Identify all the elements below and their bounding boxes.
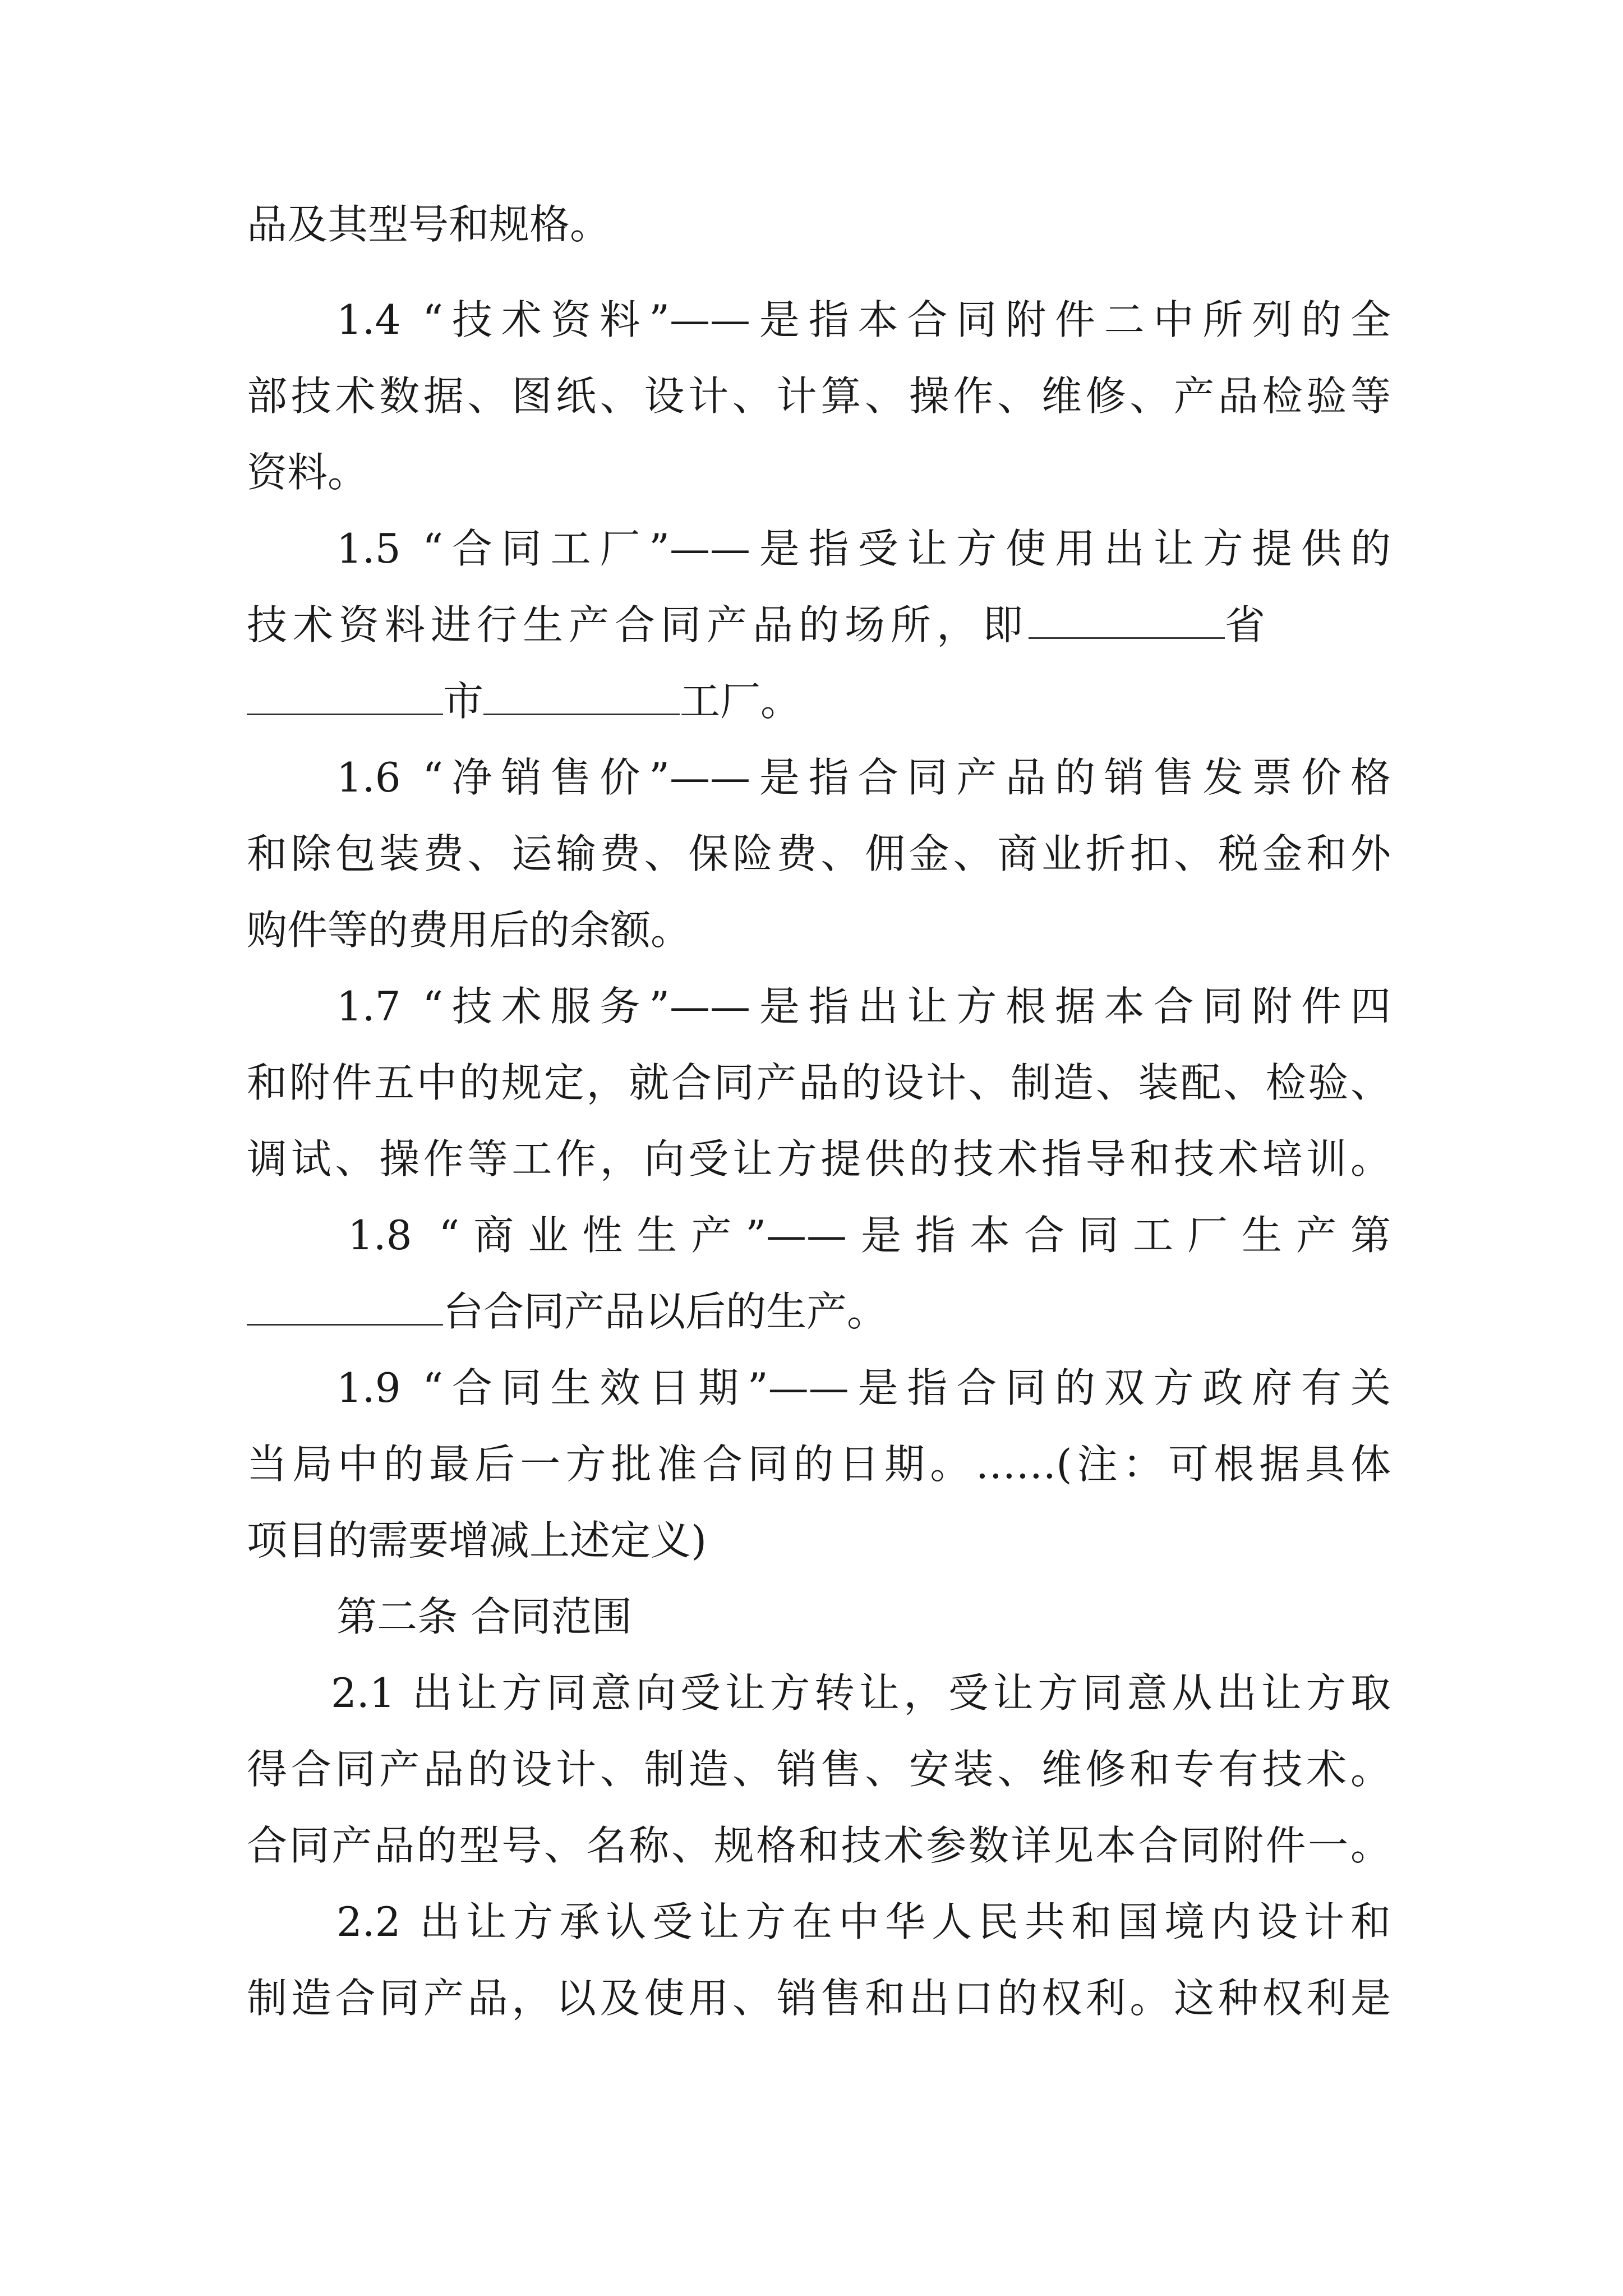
text-line: 资料。 <box>247 449 368 496</box>
fill-in-blank[interactable] <box>247 1322 443 1326</box>
text-line: 1.4 “技术资料”——是指本合同附件二中所列的全 <box>336 296 1391 343</box>
text-line-with-blank <box>247 1283 1391 1340</box>
text-line: 1.9 “合同生效日期”——是指合同的双方政府有关 <box>336 1364 1391 1411</box>
text-segment: 工厂。 <box>680 678 801 725</box>
fill-in-blank[interactable] <box>1029 635 1225 639</box>
text-line: 和附件五中的规定，就合同产品的设计、制造、装配、检验、 <box>247 1059 1391 1106</box>
fill-in-blank[interactable] <box>483 711 680 715</box>
text-line: 1.6 “净销售价”——是指合同产品的销售发票价格 <box>336 754 1391 801</box>
fill-in-blank[interactable] <box>247 711 443 715</box>
text-line: 1.8 “商业性生产”——是指本合同工厂生产第 <box>348 1212 1391 1259</box>
text-line: 制造合同产品，以及使用、销售和出口的权利。这种权利是 <box>247 1975 1391 2022</box>
text-line: 2.1 出让方同意向受让方转让，受让方同意从出让方取 <box>331 1669 1391 1717</box>
text-line: 调试、操作等工作，向受让方提供的技术指导和技术培训。 <box>247 1135 1391 1182</box>
text-line: 购件等的费用后的余额。 <box>247 907 691 954</box>
text-line: 品及其型号和规格。 <box>247 201 611 248</box>
text-line: 项目的需要增减上述定义) <box>247 1517 707 1564</box>
section-heading: 第二条 合同范围 <box>336 1593 632 1640</box>
text-line: 部技术数据、图纸、设计、计算、操作、维修、产品检验等 <box>247 372 1391 420</box>
text-line: 得合同产品的设计、制造、销售、安装、维修和专有技术。 <box>247 1746 1391 1793</box>
text-segment: 省 <box>1225 601 1266 648</box>
text-segment: 台合同产品以后的生产。 <box>443 1288 888 1335</box>
text-segment: 市 <box>443 678 484 725</box>
text-segment: 技术资料进行生产合同产品的场所，即 <box>247 601 1029 648</box>
text-line: 合同产品的型号、名称、规格和技术参数详见本合同附件一。 <box>247 1822 1391 1869</box>
text-line: 1.5 “合同工厂”——是指受让方使用出让方提供的 <box>336 525 1391 572</box>
text-line: 和除包装费、运输费、保险费、佣金、商业折扣、税金和外 <box>247 830 1391 877</box>
text-line: 2.2 出让方承认受让方在中华人民共和国境内设计和 <box>336 1898 1391 1945</box>
text-line: 1.7 “技术服务”——是指出让方根据本合同附件四 <box>336 983 1391 1030</box>
text-line-with-blank <box>247 597 1391 653</box>
text-line-with-blank <box>247 673 1391 729</box>
text-line: 当局中的最后一方批准合同的日期。……(注：可根据具体 <box>247 1441 1391 1488</box>
